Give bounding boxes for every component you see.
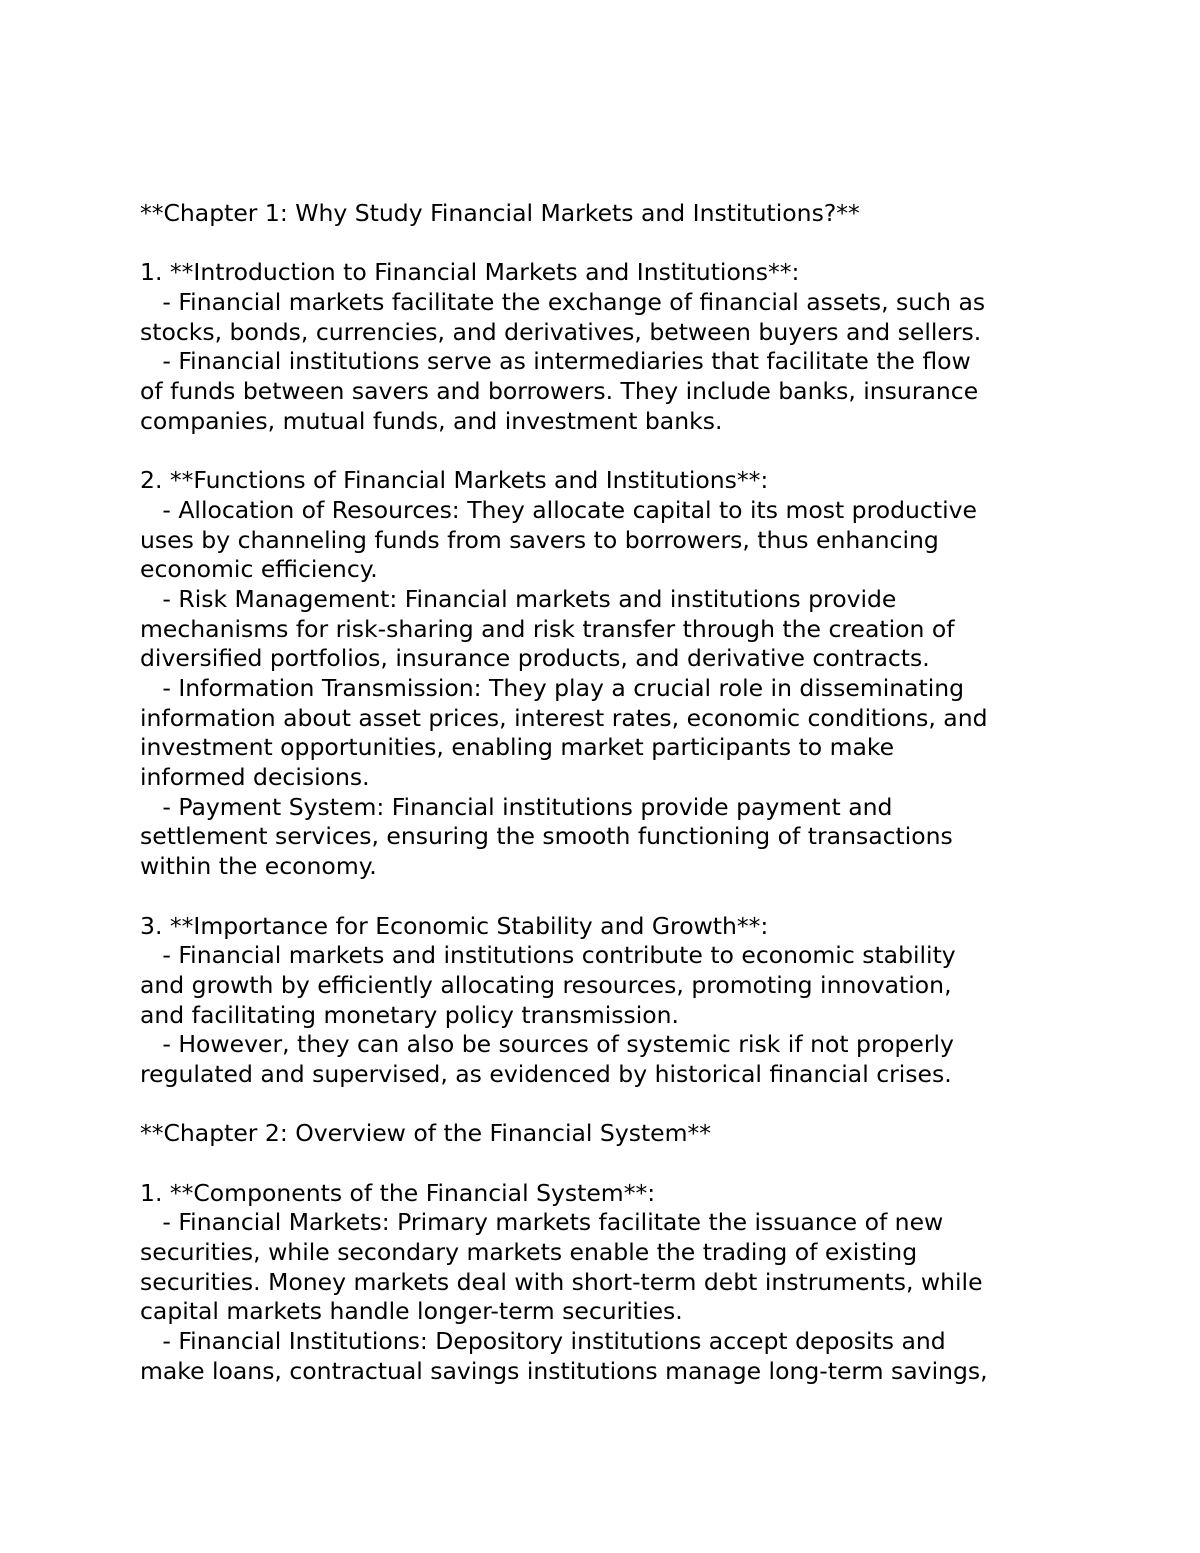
ch1-s3-bullet-2-line: regulated and supervised, as evidenced by historical financial crises. xyxy=(140,1059,952,1088)
chapter-1-heading: **Chapter 1: Why Study Financial Markets and Institutions?** xyxy=(140,199,860,227)
ch1-s3-bullet-1-line: - Financial markets and institutions contribute to economic stability xyxy=(140,941,956,970)
ch1-s2-bullet-2-line: mechanisms for risk-sharing and risk transfer through the creation of xyxy=(140,614,955,643)
ch1-s2-bullet-3-line: investment opportunities, enabling market participants to make xyxy=(140,733,895,762)
ch1-s2-bullet-2-line: - Risk Management: Financial markets and institutions provide xyxy=(140,584,897,613)
spacer xyxy=(140,1149,1080,1179)
ch2-section-1-heading: 1. **Components of the Financial System**: xyxy=(140,1178,656,1207)
ch2-s1-bullet-2-line: make loans, contractual savings institutions manage long-term savings, xyxy=(140,1356,988,1385)
ch1-s1-bullet-2-line: of funds between savers and borrowers. They include banks, insurance xyxy=(140,377,979,406)
ch1-s3-bullet-2-line: - However, they can also be sources of systemic risk if not properly xyxy=(140,1030,954,1059)
ch1-s2-bullet-4-line: within the economy. xyxy=(140,852,377,881)
ch1-s2-bullet-2-line: diversified portfolios, insurance products, and derivative contracts. xyxy=(140,644,930,673)
ch1-s2-bullet-4-line: - Payment System: Financial institutions provide payment and xyxy=(140,792,893,821)
ch1-s2-bullet-3-line: - Information Transmission: They play a crucial role in disseminating xyxy=(140,674,965,702)
ch2-s1-bullet-2-line: - Financial Institutions: Depository institutions accept deposits and xyxy=(140,1327,946,1356)
ch1-s2-bullet-3-line: information about asset prices, interest rates, economic conditions, and xyxy=(140,703,988,732)
ch1-s2-bullet-1-line: uses by channeling funds from savers to borrowers, thus enhancing xyxy=(140,525,939,554)
ch1-s2-bullet-1-line: economic efficiency. xyxy=(140,555,378,584)
ch1-s2-bullet-1-line: - Allocation of Resources: They allocate capital to its most productive xyxy=(140,495,977,524)
ch1-s1-bullet-1-line: - Financial markets facilitate the exchange of financial assets, such as xyxy=(140,288,986,317)
ch1-s1-bullet-2-line: - Financial institutions serve as intermediaries that facilitate the flow xyxy=(140,347,971,376)
ch2-s1-bullet-1-line: securities. Money markets deal with short-term debt instruments, while xyxy=(140,1267,983,1296)
ch1-s3-bullet-1-line: and growth by efficiently allocating resources, promoting innovation, xyxy=(140,970,952,999)
ch1-s3-bullet-1-line: and facilitating monetary policy transmission. xyxy=(140,1000,680,1029)
ch1-s2-bullet-4-line: settlement services, ensuring the smooth functioning of transactions xyxy=(140,822,953,851)
ch1-section-2-heading: 2. **Functions of Financial Markets and Institutions**: xyxy=(140,466,769,495)
ch2-s1-bullet-1-line: - Financial Markets: Primary markets facilitate the issuance of new xyxy=(140,1208,944,1237)
ch1-section-3-heading: 3. **Importance for Economic Stability and Growth**: xyxy=(140,911,769,940)
ch1-s1-bullet-1-line: stocks, bonds, currencies, and derivatives, between buyers and sellers. xyxy=(140,317,982,346)
spacer xyxy=(140,882,1080,912)
ch2-s1-bullet-1-line: capital markets handle longer-term securities. xyxy=(140,1297,683,1326)
spacer xyxy=(140,1090,1080,1120)
document-body xyxy=(140,199,1080,1387)
ch1-s2-bullet-3-line: informed decisions. xyxy=(140,763,370,792)
spacer xyxy=(140,229,1080,259)
ch2-s1-bullet-1-line: securities, while secondary markets enable the trading of existing xyxy=(140,1238,918,1267)
spacer xyxy=(140,437,1080,467)
ch1-s1-bullet-2-line: companies, mutual funds, and investment banks. xyxy=(140,406,723,435)
ch1-section-1-heading: 1. **Introduction to Financial Markets and Institutions**: xyxy=(140,258,800,287)
chapter-2-heading: **Chapter 2: Overview of the Financial System** xyxy=(140,1119,712,1148)
